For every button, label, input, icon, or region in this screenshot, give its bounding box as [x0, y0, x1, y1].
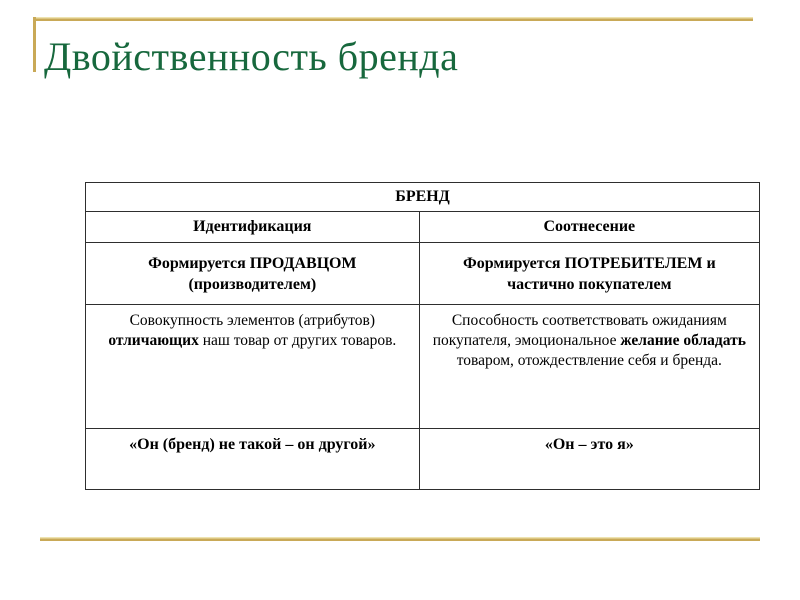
- column-header-correlation: Соотнесение: [419, 212, 759, 243]
- table-header-brand: БРЕНД: [86, 183, 760, 212]
- table-row-formation: [86, 243, 760, 305]
- table-row-brand: [86, 183, 760, 212]
- cell-attributes-description: Совокупность элементов (атрибутов) отличающих наш товар от других товаров.: [86, 305, 420, 429]
- cell-quote-me: «Он – это я»: [419, 429, 759, 490]
- cell-formed-by-consumer: Формируется ПОТРЕБИТЕЛЕМ и частично покупателем: [419, 243, 759, 305]
- slide-title: Двойственность бренда: [44, 34, 459, 79]
- table-row-quotes: [86, 429, 760, 490]
- table-row-column-headers: [86, 212, 760, 243]
- column-header-identification: Идентификация: [86, 212, 420, 243]
- gold-top-rule: [33, 17, 753, 21]
- cell-quote-different: «Он (бренд) не такой – он другой»: [86, 429, 420, 490]
- table-row-description: [86, 305, 760, 429]
- cell-expectations-description: Способность соответствовать ожиданиям покупателя, эмоциональное желание обладать товаром, отождествление себя и бренда.: [419, 305, 759, 429]
- cell-formed-by-seller: Формируется ПРОДАВЦОМ (производителем): [86, 243, 420, 305]
- gold-left-rule: [33, 17, 36, 72]
- brand-duality-table: [85, 182, 760, 490]
- gold-bottom-rule: [40, 537, 760, 541]
